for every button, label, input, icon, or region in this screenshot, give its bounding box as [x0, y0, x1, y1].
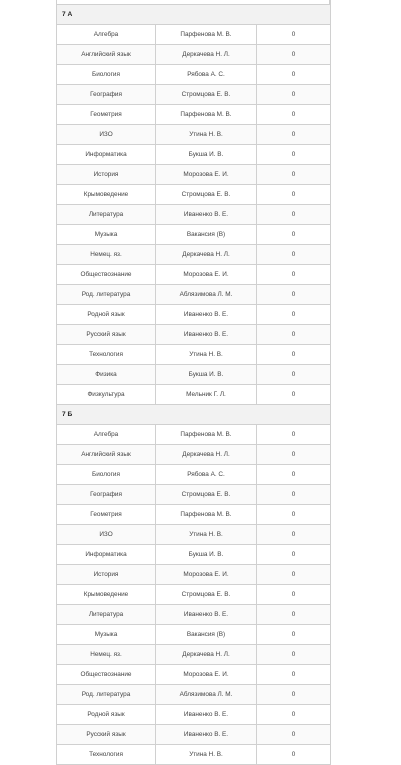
teacher-cell: Иваненко В. Е. [156, 605, 257, 625]
table-row [57, 225, 331, 245]
subject-cell: Геометрия [57, 105, 156, 125]
value-cell: 0 [257, 145, 331, 165]
value-cell: 0 [257, 445, 331, 465]
table-row [57, 65, 331, 85]
table-row [57, 565, 331, 585]
subject-cell: История [57, 565, 156, 585]
value-cell: 0 [257, 725, 331, 745]
subject-cell: Обществознание [57, 265, 156, 285]
teacher-cell: Аблязимова Л. М. [156, 285, 257, 305]
table-row [57, 705, 331, 725]
subject-cell: ИЗО [57, 125, 156, 145]
value-cell: 0 [257, 625, 331, 645]
table-row [57, 205, 331, 225]
subject-cell: Род. литература [57, 285, 156, 305]
value-cell: 0 [257, 685, 331, 705]
subject-cell: Технология [57, 745, 156, 765]
table-row [57, 585, 331, 605]
table-row [57, 465, 331, 485]
subject-cell: Русский язык [57, 725, 156, 745]
subject-cell: Физкультура [57, 385, 156, 405]
subject-cell: Родной язык [57, 305, 156, 325]
table-row [57, 545, 331, 565]
table-row [57, 485, 331, 505]
table-row [57, 285, 331, 305]
table-row [57, 165, 331, 185]
teacher-cell: Утина Н. В. [156, 345, 257, 365]
subject-cell: Обществознание [57, 665, 156, 685]
teacher-cell: Морозова Е. И. [156, 665, 257, 685]
value-cell: 0 [257, 245, 331, 265]
subject-cell: Английский язык [57, 45, 156, 65]
teacher-cell: Стромцова Е. В. [156, 485, 257, 505]
teacher-cell: Утина Н. В. [156, 745, 257, 765]
teacher-cell: Букша И. В. [156, 145, 257, 165]
table-row [57, 605, 331, 625]
table-row [57, 685, 331, 705]
table-row [57, 325, 331, 345]
value-cell: 0 [257, 705, 331, 725]
table-row [57, 505, 331, 525]
subject-cell: Русский язык [57, 325, 156, 345]
table-row [57, 425, 331, 445]
subject-cell: Геометрия [57, 505, 156, 525]
table-row [57, 45, 331, 65]
teacher-cell: Иваненко В. Е. [156, 325, 257, 345]
value-cell: 0 [257, 125, 331, 145]
teacher-cell: Парфенова М. В. [156, 425, 257, 445]
subject-cell: Крымоведение [57, 585, 156, 605]
value-cell: 0 [257, 585, 331, 605]
table-row [57, 145, 331, 165]
value-cell: 0 [257, 565, 331, 585]
subject-cell: Родной язык [57, 705, 156, 725]
subject-cell: Алгебра [57, 425, 156, 445]
value-cell: 0 [257, 605, 331, 625]
teacher-cell: Деркачева Н. Л. [156, 645, 257, 665]
teacher-cell: Стромцова Е. В. [156, 85, 257, 105]
teacher-cell: Парфенова М. В. [156, 105, 257, 125]
subject-cell: Крымоведение [57, 185, 156, 205]
teacher-cell: Вакансия (В) [156, 625, 257, 645]
subject-cell: География [57, 85, 156, 105]
grades-table [56, 0, 331, 765]
teacher-cell: Стромцова Е. В. [156, 585, 257, 605]
table-row [57, 645, 331, 665]
table-row [57, 345, 331, 365]
subject-cell: Информатика [57, 545, 156, 565]
subject-cell: История [57, 165, 156, 185]
value-cell: 0 [257, 285, 331, 305]
subject-cell: Информатика [57, 145, 156, 165]
grades-table-container [56, 0, 330, 765]
table-row [57, 725, 331, 745]
teacher-cell: Букша И. В. [156, 545, 257, 565]
teacher-cell: Морозова Е. И. [156, 165, 257, 185]
subject-cell: Музыка [57, 625, 156, 645]
teacher-cell: Букша И. В. [156, 365, 257, 385]
table-row [57, 365, 331, 385]
table-row [57, 265, 331, 285]
subject-cell: Биология [57, 465, 156, 485]
subject-cell: География [57, 485, 156, 505]
grades-table-body [57, 0, 331, 765]
table-row [57, 305, 331, 325]
teacher-cell: Утина Н. В. [156, 125, 257, 145]
table-row [57, 625, 331, 645]
table-row [57, 745, 331, 765]
teacher-cell: Морозова Е. И. [156, 565, 257, 585]
value-cell: 0 [257, 345, 331, 365]
table-row [57, 525, 331, 545]
subject-cell: Английский язык [57, 445, 156, 465]
subject-cell: Литература [57, 205, 156, 225]
value-cell: 0 [257, 85, 331, 105]
table-row [57, 25, 331, 45]
subject-cell: Алгебра [57, 25, 156, 45]
value-cell: 0 [257, 665, 331, 685]
table-row [57, 385, 331, 405]
value-cell: 0 [257, 485, 331, 505]
value-cell: 0 [257, 745, 331, 765]
teacher-cell: Стромцова Е. В. [156, 185, 257, 205]
value-cell: 0 [257, 545, 331, 565]
table-row [57, 185, 331, 205]
value-cell: 0 [257, 165, 331, 185]
teacher-cell: Иваненко В. Е. [156, 205, 257, 225]
value-cell: 0 [257, 105, 331, 125]
value-cell: 0 [257, 225, 331, 245]
teacher-cell: Морозова Е. И. [156, 265, 257, 285]
teacher-cell: Иваненко В. Е. [156, 305, 257, 325]
subject-cell: Биология [57, 65, 156, 85]
table-row [57, 125, 331, 145]
value-cell: 0 [257, 525, 331, 545]
value-cell: 0 [257, 365, 331, 385]
subject-cell: Физика [57, 365, 156, 385]
table-row [57, 105, 331, 125]
teacher-cell: Рябова А. С. [156, 465, 257, 485]
class-group-name: 7 А [57, 5, 331, 25]
teacher-cell: Парфенова М. В. [156, 25, 257, 45]
table-row [57, 85, 331, 105]
subject-cell: Немец. яз. [57, 245, 156, 265]
class-group-header [57, 5, 331, 25]
table-row [57, 445, 331, 465]
value-cell: 0 [257, 385, 331, 405]
subject-cell: Литература [57, 605, 156, 625]
value-cell: 0 [257, 325, 331, 345]
value-cell: 0 [257, 425, 331, 445]
class-group-header [57, 405, 331, 425]
teacher-cell: Мельник Г. Л. [156, 385, 257, 405]
value-cell: 0 [257, 65, 331, 85]
value-cell: 0 [257, 305, 331, 325]
value-cell: 0 [257, 185, 331, 205]
teacher-cell: Утина Н. В. [156, 525, 257, 545]
subject-cell: ИЗО [57, 525, 156, 545]
table-row [57, 245, 331, 265]
value-cell: 0 [257, 505, 331, 525]
subject-cell: Технология [57, 345, 156, 365]
teacher-cell: Рябова А. С. [156, 65, 257, 85]
value-cell: 0 [257, 465, 331, 485]
class-group-name: 7 Б [57, 405, 331, 425]
teacher-cell: Иваненко В. Е. [156, 725, 257, 745]
value-cell: 0 [257, 25, 331, 45]
teacher-cell: Аблязимова Л. М. [156, 685, 257, 705]
subject-cell: Музыка [57, 225, 156, 245]
teacher-cell: Деркачева Н. Л. [156, 245, 257, 265]
table-row [57, 665, 331, 685]
subject-cell: Род. литература [57, 685, 156, 705]
teacher-cell: Парфенова М. В. [156, 505, 257, 525]
teacher-cell: Иваненко В. Е. [156, 705, 257, 725]
teacher-cell: Деркачева Н. Л. [156, 445, 257, 465]
value-cell: 0 [257, 265, 331, 285]
value-cell: 0 [257, 645, 331, 665]
value-cell: 0 [257, 205, 331, 225]
value-cell: 0 [257, 45, 331, 65]
teacher-cell: Вакансия (В) [156, 225, 257, 245]
teacher-cell: Деркачева Н. Л. [156, 45, 257, 65]
subject-cell: Немец. яз. [57, 645, 156, 665]
